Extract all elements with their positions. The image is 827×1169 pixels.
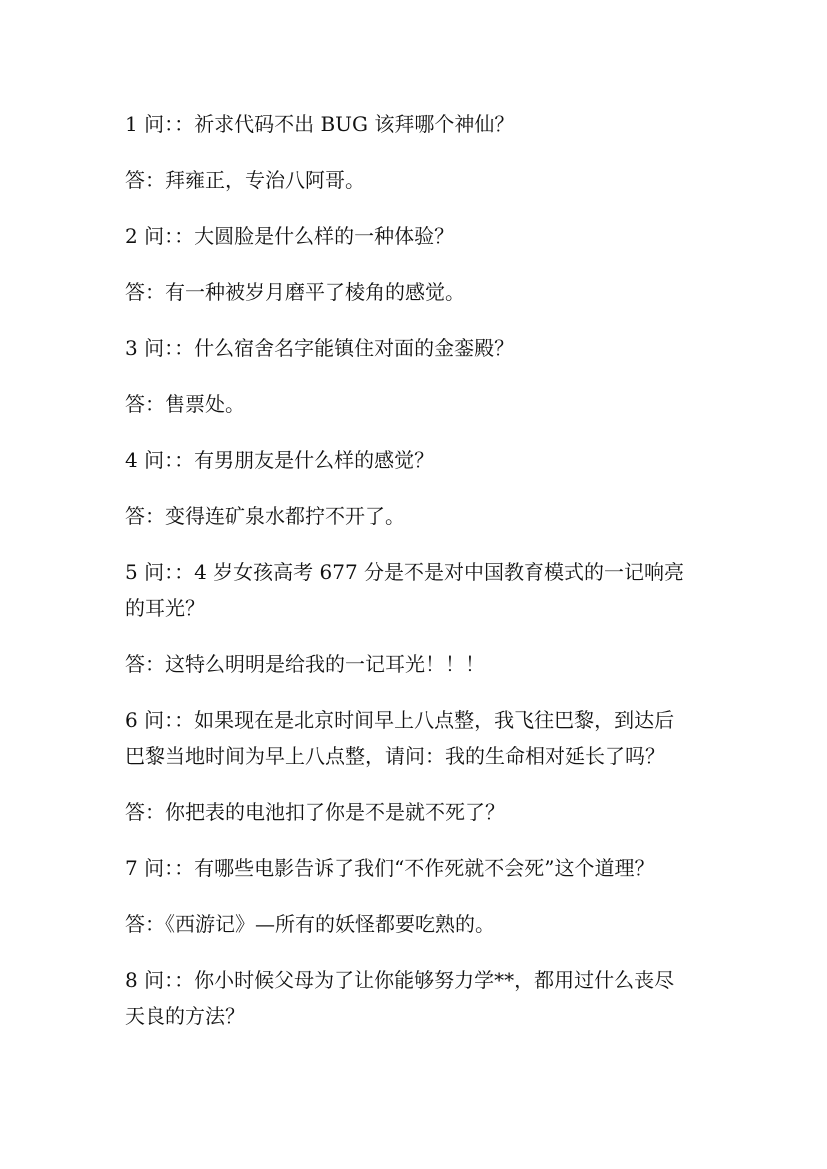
answer-2-line: 答：有一种被岁月磨平了棱角的感觉。 — [125, 280, 465, 304]
question-4-line: 4 问：：有男朋友是什么样的感觉？ — [125, 448, 435, 472]
question-2-line: 2 问：：大圆脸是什么样的一种体验？ — [125, 224, 455, 248]
question-6-line-1: 6 问：：如果现在是北京时间早上八点整，我飞往巴黎，到达后 — [125, 708, 675, 732]
answer-4-line: 答：变得连矿泉水都拧不开了。 — [125, 504, 405, 528]
question-8-line-1: 8 问：：你小时候父母为了让你能够努力学**，都用过什么丧尽 — [125, 968, 675, 992]
question-8-line-2: 天良的方法？ — [125, 1004, 245, 1028]
question-5-line-2: 的耳光？ — [125, 596, 205, 620]
document-body — [125, 106, 715, 1034]
answer-6-line: 答：你把表的电池扣了你是不是就不死了？ — [125, 800, 505, 824]
question-1-line: 1 问：：祈求代码不出 BUG 该拜哪个神仙？ — [125, 112, 515, 136]
answer-1-line: 答：拜雍正，专治八阿哥。 — [125, 168, 365, 192]
question-7-line: 7 问：：有哪些电影告诉了我们“不作死就不会死”这个道理？ — [125, 856, 655, 880]
answer-3-line: 答：售票处。 — [125, 392, 245, 416]
question-3-line: 3 问：：什么宿舍名字能镇住对面的金銮殿？ — [125, 336, 515, 360]
question-5-line-1: 5 问：：4 岁女孩高考 677 分是不是对中国教育模式的一记响亮 — [125, 560, 685, 584]
answer-7-line: 答：《西游记》—所有的妖怪都要吃熟的。 — [125, 912, 495, 936]
question-6-line-2: 巴黎当地时间为早上八点整，请问：我的生命相对延长了吗？ — [125, 744, 665, 768]
answer-5-line: 答：这特么明明是给我的一记耳光！！！ — [125, 652, 485, 676]
